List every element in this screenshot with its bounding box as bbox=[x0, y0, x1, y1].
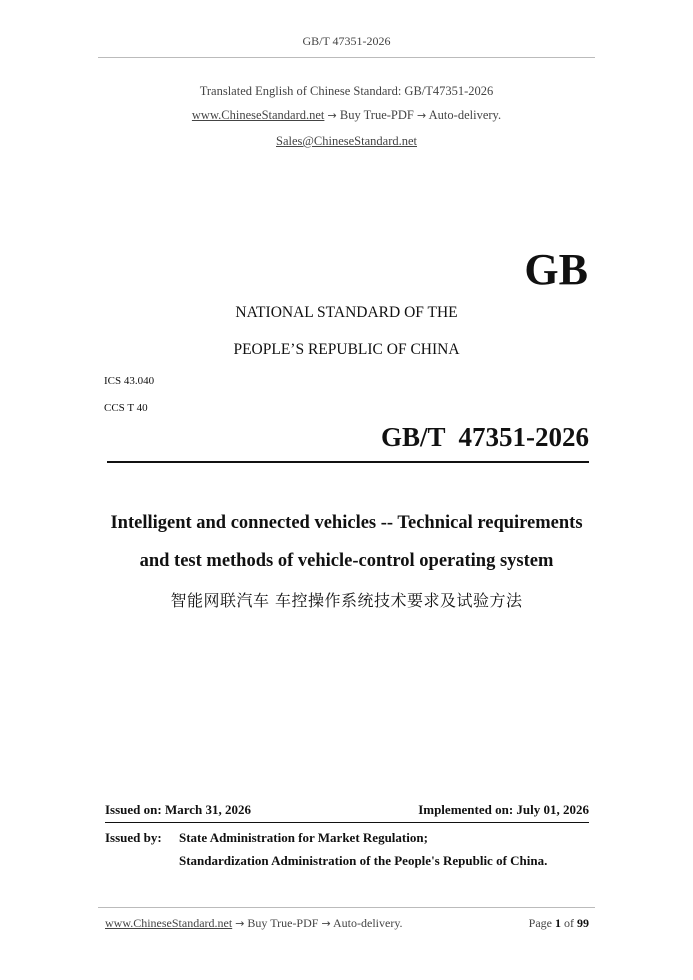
ccs-code: CCS T 40 bbox=[104, 402, 148, 414]
issuer-1: State Administration for Market Regulation; bbox=[179, 830, 428, 845]
gb-mark: GB bbox=[524, 245, 588, 294]
issuer-2: Standardization Administration of the People's Republic of China. bbox=[179, 853, 548, 868]
page-indicator bbox=[529, 916, 589, 931]
arrow-icon: → bbox=[417, 109, 427, 122]
arrow-icon: → bbox=[235, 917, 245, 930]
document-title-line2: and test methods of vehicle-control operating system bbox=[139, 551, 554, 571]
page-current: 1 bbox=[555, 916, 561, 930]
footer-purchase-line bbox=[105, 916, 403, 931]
issuance-divider bbox=[105, 822, 589, 823]
national-standard-line1: NATIONAL STANDARD OF THE bbox=[235, 304, 458, 321]
title-divider bbox=[107, 461, 589, 463]
arrow-icon: → bbox=[321, 917, 331, 930]
footer-delivery-text: Auto-delivery. bbox=[333, 916, 403, 930]
implemented-on-date: Implemented on: July 01, 2026 bbox=[418, 802, 589, 817]
footer-divider bbox=[98, 907, 595, 908]
issued-by-label: Issued by: bbox=[105, 830, 162, 845]
translation-notice: Translated English of Chinese Standard: GB/T47351-2026 bbox=[199, 84, 494, 98]
email-link[interactable]: Sales@ChineseStandard.net bbox=[276, 134, 417, 148]
email-line bbox=[0, 134, 693, 149]
document-title-chinese: 智能网联汽车 车控操作系统技术要求及试验方法 bbox=[170, 591, 523, 610]
ics-code: ICS 43.040 bbox=[104, 375, 155, 387]
purchase-line bbox=[0, 108, 693, 123]
standard-number: GB/T 47351-2026 bbox=[380, 422, 589, 452]
running-header: GB/T 47351-2026 bbox=[302, 34, 391, 48]
page-label: Page bbox=[528, 916, 552, 930]
footer-buy-text: Buy True-PDF bbox=[247, 916, 319, 930]
issued-on-date: Issued on: March 31, 2026 bbox=[105, 802, 252, 817]
buy-text: Buy True-PDF bbox=[339, 108, 414, 122]
site-link[interactable]: www.ChineseStandard.net bbox=[191, 108, 325, 122]
delivery-text: Auto-delivery. bbox=[428, 108, 502, 122]
footer-site-link[interactable]: www.ChineseStandard.net bbox=[105, 916, 233, 930]
page-total: 99 bbox=[577, 916, 589, 930]
header-divider bbox=[98, 57, 595, 58]
page-of: of bbox=[564, 916, 574, 930]
arrow-icon: → bbox=[327, 109, 337, 122]
document-title-line1: Intelligent and connected vehicles -- Technical requirements bbox=[110, 513, 583, 533]
national-standard-line2: PEOPLE’S REPUBLIC OF CHINA bbox=[233, 341, 460, 358]
